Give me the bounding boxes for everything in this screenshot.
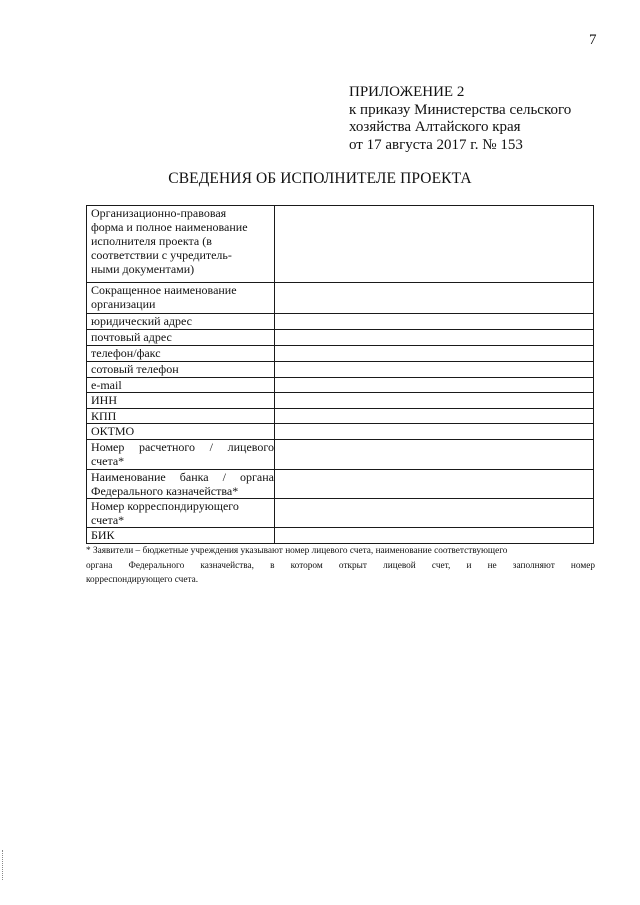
field-label-line: телефон/факс	[91, 346, 161, 360]
field-label-line: форма и полное наименование	[91, 220, 248, 234]
field-label	[87, 470, 275, 499]
margin-mark	[2, 850, 4, 880]
table-row	[87, 393, 594, 409]
field-value[interactable]	[275, 424, 594, 440]
field-label	[87, 424, 275, 440]
field-label	[87, 440, 275, 470]
field-label-line: Организационно-правовая	[91, 206, 227, 220]
field-label	[87, 283, 275, 314]
field-label-line: почтовый адрес	[91, 330, 172, 344]
field-value[interactable]	[275, 528, 594, 544]
table-row	[87, 499, 594, 528]
table-row	[87, 283, 594, 314]
table-row	[87, 440, 594, 470]
field-value[interactable]	[275, 499, 594, 528]
field-label-line: Номер корреспондирующего	[91, 499, 239, 513]
field-label-line: Номер расчетного / лицевого	[91, 440, 274, 454]
field-value[interactable]	[275, 409, 594, 424]
field-value[interactable]	[275, 440, 594, 470]
field-label-line: соответствии с учредитель-	[91, 248, 232, 262]
table-row	[87, 528, 594, 544]
field-value[interactable]	[275, 330, 594, 346]
field-label-line: Федерального казначейства*	[91, 484, 239, 498]
field-value[interactable]	[275, 378, 594, 393]
field-label-line: КПП	[91, 409, 117, 423]
table-row	[87, 424, 594, 440]
table-row	[87, 378, 594, 393]
field-label	[87, 362, 275, 378]
field-label	[87, 314, 275, 330]
field-label-line: ОКТМО	[91, 424, 135, 438]
field-label	[87, 330, 275, 346]
appendix-line-2: к приказу Министерства сельского	[349, 101, 572, 118]
field-label-line: e-mail	[91, 378, 122, 392]
field-label	[87, 499, 275, 528]
field-label-line: юридический адрес	[91, 314, 192, 328]
field-value[interactable]	[275, 283, 594, 314]
field-label	[87, 378, 275, 393]
table-row	[87, 330, 594, 346]
document-title: СВЕДЕНИЯ ОБ ИСПОЛНИТЕЛЕ ПРОЕКТА	[168, 170, 472, 187]
field-value[interactable]	[275, 362, 594, 378]
field-label-line: ИНН	[91, 393, 117, 407]
footnote-line-1: * Заявители – бюджетные учреждения указывают номер лицевого счета, наименование соответствующего	[86, 546, 508, 556]
field-label	[87, 346, 275, 362]
field-value[interactable]	[275, 206, 594, 283]
table-row	[87, 362, 594, 378]
field-label-line: Сокращенное наименование	[91, 283, 237, 297]
field-value[interactable]	[275, 346, 594, 362]
appendix-line-4: от 17 августа 2017 г. № 153	[349, 136, 523, 153]
appendix-line-1: ПРИЛОЖЕНИЕ 2	[349, 84, 465, 100]
field-value[interactable]	[275, 393, 594, 409]
field-label-line: БИК	[91, 528, 115, 542]
field-label-line: счета*	[91, 454, 125, 468]
field-value[interactable]	[275, 470, 594, 499]
table-row	[87, 409, 594, 424]
footnote	[86, 544, 595, 588]
field-value[interactable]	[275, 314, 594, 330]
field-label-line: сотовый телефон	[91, 362, 179, 376]
field-label	[87, 528, 275, 544]
field-label-line: исполнителя проекта (в	[91, 234, 212, 248]
field-label-line: счета*	[91, 513, 125, 527]
field-label-line: ными документами)	[91, 262, 195, 276]
contractor-info-table	[86, 205, 594, 544]
appendix-header	[349, 84, 571, 154]
table-row	[87, 470, 594, 499]
field-label-line: Наименование банка / органа	[91, 470, 274, 484]
footnote-line-3: корреспондирующего счета.	[86, 575, 199, 585]
field-label	[87, 206, 275, 283]
field-label	[87, 409, 275, 424]
table-row	[87, 314, 594, 330]
page-number: 7	[589, 32, 597, 48]
footnote-line-2: органа Федерального казначейства, в котором открыт лицевой счет, и не заполняют номер	[86, 560, 595, 571]
table-row	[87, 346, 594, 362]
field-label	[87, 393, 275, 409]
field-label-line: организации	[91, 297, 156, 311]
table-row	[87, 206, 594, 283]
appendix-line-3: хозяйства Алтайского края	[349, 119, 521, 135]
